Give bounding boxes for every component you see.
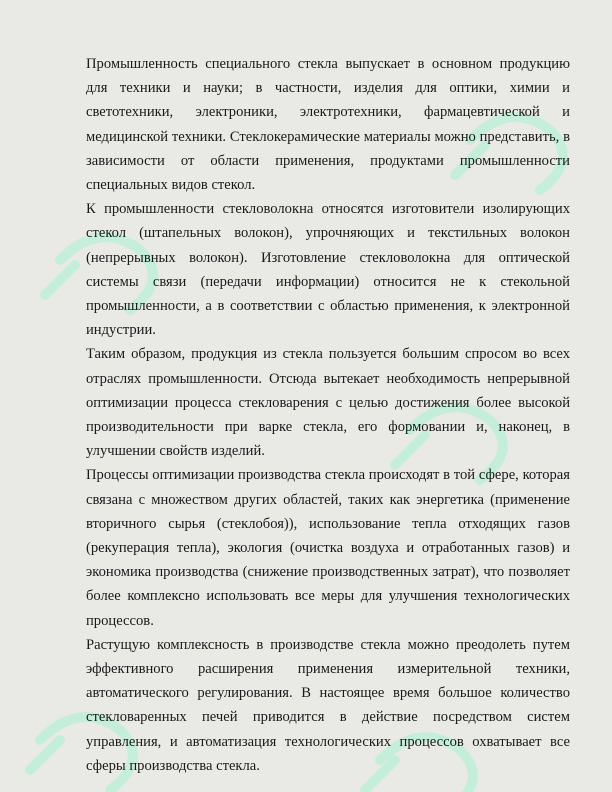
paragraph: Процессы оптимизации производства стекла происходят в той сфере, которая связана с множеством других областей, таких как энергетика (применение вторичного сырья (стеклобоя)), использование тепла отходящих газов (рекуперация тепла), экология (очистка воздуха и отработанных газов) и экономика производства (снижение производственных затрат), что позволяет более комплексно использовать все меры для улучшения технологических процессов. [86,467,570,629]
paragraph: Растущую комплексность в производстве стекла можно преодолеть путем эффективного расширения применения измерительной техники, автоматического регулирования. В настоящее время большое количество стекловаренных печей приводится в действие посредством систем управления, и автоматизация технологических процессов охватывает все сферы производства стекла. [86,636,570,774]
document-body [86,52,570,778]
paragraph: Промышленность специального стекла выпускает в основном продукцию для техники и науки; в частности, изделия для оптики, химии и светотехники, электроники, электротехники, фармацевтической и медицинской техники. Стеклокерамические материалы можно представить, в зависимости от области применения, продуктами промышленности специальных видов стекол. [86,56,570,194]
paragraph: Таким образом, продукция из стекла пользуется большим спросом во всех отраслях промышленности. Отсюда вытекает необходимость непрерывной оптимизации процесса стекловарения с целью достижения более высокой производительности при варке стекла, его формовании и, наконец, в улучшении свойств изделий. [86,346,570,460]
paragraph: К промышленности стекловолокна относятся изготовители изолирующих стекол (штапельных волокон), упрочняющих и текстильных волокон (непрерывных волокон). Изготовление стекловолокна для оптической системы связи (передачи информации) относится не к стекольной промышленности, а в соответствии с областью применения, к электронной индустрии. [86,201,570,339]
